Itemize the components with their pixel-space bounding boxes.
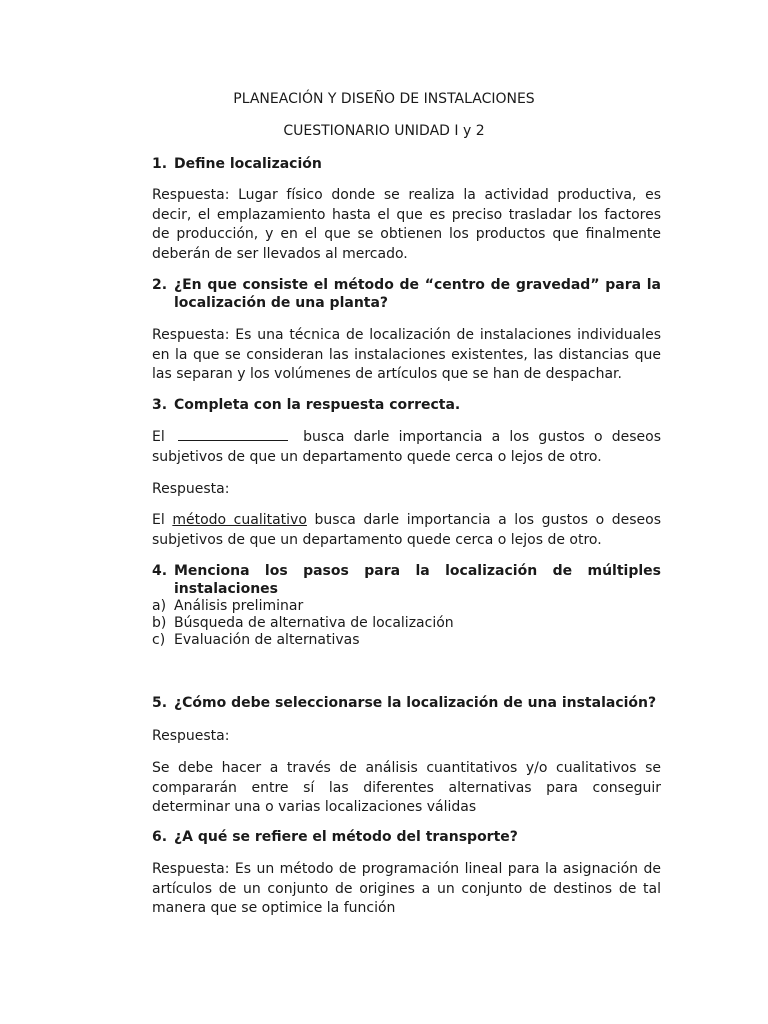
question-text: Menciona los pasos para la localización de múltiples instalaciones [174, 563, 661, 597]
document-subtitle: CUESTIONARIO UNIDAD I y 2 [283, 123, 485, 139]
fill-in-prompt [152, 428, 661, 467]
question-3 [152, 396, 661, 414]
question-text: ¿En que consiste el método de “centro de gravedad” para la localización de una planta? [174, 277, 661, 311]
question-5 [152, 694, 661, 712]
answer-start: El [152, 512, 165, 528]
document-title: PLANEACIÓN Y DISEÑO DE INSTALACIONES [233, 91, 535, 107]
answer-5 [152, 759, 661, 818]
question-6 [152, 828, 661, 846]
question-text: ¿A qué se refiere el método del transporte? [174, 829, 518, 845]
steps-list [152, 598, 661, 649]
question-number: 5. [152, 695, 168, 711]
answer-text: Respuesta: Lugar físico donde se realiza la actividad productiva, es decir, el emplazamiento hasta el que es preciso trasladar los factores de producción, y en el que se obtienen los productos que finalmente deberán de ser llevados al mercado. [152, 187, 661, 262]
answer-2 [152, 326, 661, 385]
question-number: 4. [152, 563, 168, 579]
question-2 [152, 276, 661, 312]
question-text: Define localización [174, 156, 322, 172]
question-number: 2. [152, 277, 168, 293]
answer-text: Se debe hacer a través de análisis cuantitativos y/o cualitativos se compararán entre sí las diferentes alternativas para conseguir determinar una o varias localizaciones válidas [152, 760, 661, 815]
answer-6 [152, 860, 661, 919]
prompt-start: El [152, 429, 165, 445]
answer-label-3 [152, 480, 661, 500]
question-number: 6. [152, 829, 168, 845]
list-item: c) Evaluación de alternativas [152, 632, 360, 648]
list-item: b) Búsqueda de alternativa de localización [152, 615, 454, 631]
answer-3 [152, 511, 661, 550]
prompt-end: busca darle importancia a los gustos o deseos subjetivos de que un departamento quede cerca o lejos de otro. [152, 429, 661, 465]
answer-end: busca darle importancia a los gustos o deseos subjetivos de que un departamento quede cerca o lejos de otro. [152, 512, 662, 548]
blank-line [178, 428, 288, 441]
question-number: 1. [152, 156, 168, 172]
answer-label: Respuesta: [152, 481, 230, 497]
question-text: ¿Cómo debe seleccionarse la localización de una instalación? [174, 695, 657, 711]
list-item: a) Análisis preliminar [152, 598, 304, 614]
question-number: 3. [152, 397, 168, 413]
question-text: Completa con la respuesta correcta. [174, 397, 461, 413]
question-4 [152, 562, 661, 649]
answer-1 [152, 186, 661, 264]
question-1 [152, 155, 661, 173]
answer-label-5 [152, 727, 661, 747]
answer-term: método cualitativo [172, 512, 307, 528]
answer-text: Respuesta: Es una técnica de localización de instalaciones individuales en la que se consideran las instalaciones existentes, las distancias que las separan y los volúmenes de artículos que se han de despachar. [152, 327, 661, 382]
answer-label: Respuesta: [152, 728, 230, 744]
answer-text: Respuesta: Es un método de programación lineal para la asignación de artículos de un conjunto de origines a un conjunto de destinos de tal manera que se optimice la función [152, 861, 661, 916]
